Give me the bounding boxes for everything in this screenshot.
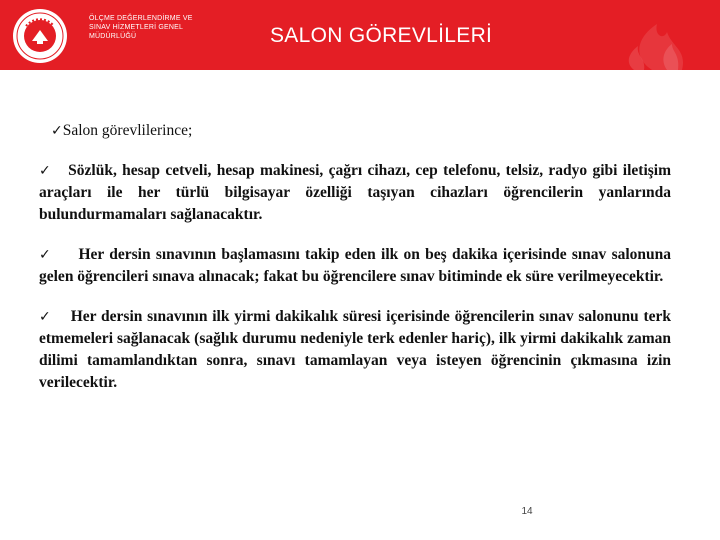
rule-item-1 (39, 160, 671, 226)
meb-seal-icon (12, 8, 68, 64)
rule-text-3: Her dersin sınavının ilk yirmi dakikalık süresi içerisinde öğrencilerin sınav salonunu terk etmemeleri sağlanacak (sağlık durumu nedeniyle terk edenler hariç), ilk yirmi dakikalık zaman dilimi tamamlandıktan sonra, sınavı tamamlayan veya isteyen öğrencinin çıkmasına izin verilecektir. (39, 308, 671, 391)
page-number: 14 (521, 506, 533, 517)
organization-name (89, 14, 239, 41)
page-title: SALON GÖREVLİLERİ (270, 24, 493, 47)
checkmark-icon: ✓ (39, 309, 52, 325)
flame-watermark-icon (612, 2, 712, 70)
org-line-2: SINAV HİZMETLERİ GENEL (89, 24, 184, 31)
org-line-1: ÖLÇME DEĞERLENDİRME VE (89, 15, 193, 22)
rule-item-2 (39, 244, 671, 288)
org-line-3: MÜDÜRLÜĞÜ (89, 33, 137, 40)
checkmark-icon: ✓ (39, 247, 53, 263)
content-body (39, 120, 672, 412)
rule-item-3 (39, 306, 671, 394)
rule-text-2: Her dersin sınavının başlamasını takip eden ilk on beş dakika içerisinde sınav salonuna gelen öğrencileri sınava alınacak; fakat bu öğrencilere sınav bitiminde ek süre verilmeyecektir. (39, 246, 672, 285)
rule-text-1: Sözlük, hesap cetveli, hesap makinesi, çağrı cihazı, cep telefonu, telsiz, radyo gibi iletişim araçları ile her türlü bilgisayar özelliği taşıyan cihazları öğrencilerin yanlarında bulundurmamaları sağlanacaktır. (39, 162, 672, 223)
intro-line (51, 120, 671, 142)
intro-text: Salon görevlilerince; (62, 122, 193, 139)
header-bar (0, 0, 720, 70)
checkmark-icon: ✓ (51, 123, 63, 139)
checkmark-icon: ✓ (39, 163, 53, 179)
